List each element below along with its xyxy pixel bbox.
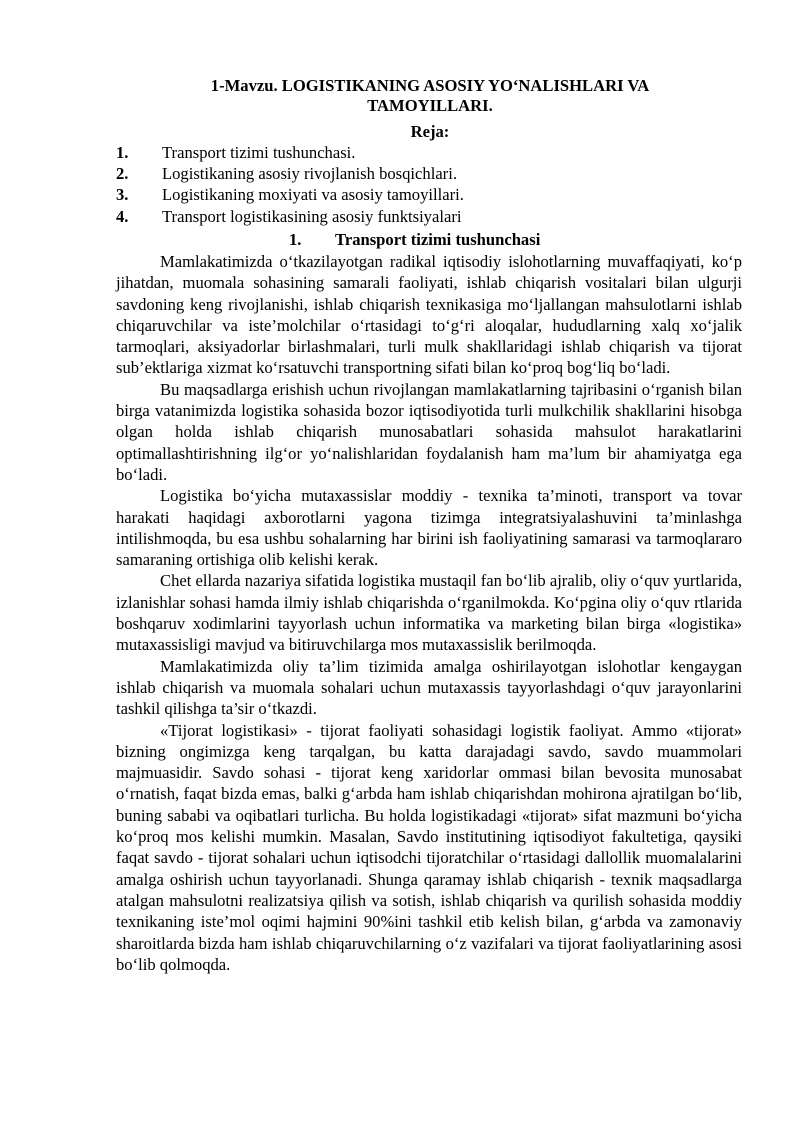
- paragraph: Bu maqsadlarga erishish uchun rivojlangan mamlakatlarning tajribasini o‘rganish bilan birga vatanimizda logistika sohasida bozor iqtisodiyotida turli mulkchilik shakllarini hisobga olgan holda ishlab chiqarish munosabatlari sohasida mahsulot harakatlarini optimallashtirishning ilg‘or yo‘nalishlaridan foydalanish ham ma’lum bir ahamiyatga ega bo‘ladi.: [116, 379, 742, 484]
- plan-item-number: 4.: [116, 206, 129, 226]
- section-heading: [289, 229, 540, 250]
- plan-item: [116, 184, 716, 205]
- paragraph: Chet ellarda nazariya sifatida logistika mustaqil fan bo‘lib ajralib, oliy o‘quv yurtlarida, izlanishlar sohasi hamda ilmiy ishlab chiqarishda o‘rganilmokda. Ko‘pgina oliy o‘quv rtlarida boshqaruv xodimlarini tayyorlash uchun informatika va marketing bilan birga «logistika» mutaxassisligi mavjud va bitiruvchilarga mos mutaxassislik berilmoqda.: [116, 571, 742, 655]
- plan-heading: Reja:: [410, 122, 450, 141]
- paragraph: Mamlakatimizda o‘tkazilayotgan radikal iqtisodiy islohotlarning muvaffaqiyati, ko‘p jihatdan, muomala sohasining samarali faoliyati, ishlab chiqarish vositalari bilan ulgurji savdoning keng rivojlanishi, ishlab chiqarish texnikasiga mo‘ljallangan mahsulotlarni ishlab chiqaruvchilar va iste’molchilar o‘rtasidagi to‘g‘ri aloqalar, hududlarning xalq xo‘jalik tarmoqlari, aksiyadorlar birlashmalari, turli mulk shakllaridagi ishlab chiqarish va tijorat sub’ektlariga xizmat ko‘rsatuvchi transportning sifati bilan ko‘proq bog‘liq bo‘ladi.: [116, 252, 742, 378]
- plan-item-text: Logistikaning moxiyati va asosiy tamoyillari.: [162, 185, 464, 205]
- plan-item-text: Transport tizimi tushunchasi.: [162, 143, 356, 162]
- plan-item-text: Transport logistikasining asosiy funktsiyalari: [162, 206, 462, 226]
- plan-item: [116, 206, 716, 227]
- document-title: [150, 76, 710, 116]
- section-title: Transport tizimi tushunchasi: [335, 230, 541, 249]
- title-line-1: 1-Mavzu. LOGISTIKANING ASOSIY YO‘NALISHLARI VA: [210, 76, 650, 95]
- paragraph: Logistika bo‘yicha mutaxassislar moddiy - texnika ta’minoti, transport va tovar harakati haqidagi axborotlarni yagona tizimga integratsiyalashuvini ta’minlashga intilishmoqda, bu esa ushbu sohalarning har birini ish faoliyatining samarasi va tarmoqlararo samaraning ortishiga olib kelishi kerak.: [116, 486, 742, 570]
- paragraph: Mamlakatimizda oliy ta’lim tizimida amalga oshirilayotgan islohotlar kengaygan ishlab chiqarish va muomala sohalari uchun mutaxassis tayyorlashdagi o‘quv jarayonlarini tashkil qilishga ta’sir o‘tkazdi.: [116, 656, 742, 719]
- plan-item-text: Logistikaning asosiy rivojlanish bosqichlari.: [162, 164, 457, 184]
- section-number: 1.: [289, 230, 302, 249]
- plan-item: [116, 142, 716, 163]
- plan-item: [116, 163, 716, 184]
- plan-item-number: 1.: [116, 143, 129, 162]
- paragraph: «Tijorat logistikasi» - tijorat faoliyati sohasidagi logistik faoliyat. Ammo «tijorat» bizning ongimizga keng tarqalgan, bu katta darajadagi savdo, savdo muammolari majmuasidir. Savdo sohasi - tijorat keng xaridorlar ommasi bilan bevosita munosabat o‘rnatish, faqat bizda emas, balki g‘arbda ham ishlab chiqarishdan mohirona ajratilgan bo‘lib, buning sababi va oqibatlari turlicha. Bu holda logistikadagi «tijorat» sifat mazmuni bo‘yicha ko‘proq mos kelishi mumkin. Masalan, Savdo institutining iqtisodiyot fakultetiga, qaysiki faqat savdo - tijorat sohalari uchun iqtisodchi tijoratchilar o‘rtasidagi dallollik muomalalarini amalga oshirish uchun tayyorlanadi. Shunga qaramay ishlab chiqarish - texnik maqsadlarga atalgan mahsulotni realizatsiya qilish va sotish, ishlab chiqarish va qurilish sohasida moddiy texnikaning iste’mol oqimi hajmini 90%ini tashkil etib kelish bilan, g‘arbda va zamonaviy sharoitlarda bizda ham ishlab chiqaruvchilarning o‘z vazifalari va tijorat faoliyatlarining asosi bo‘lib qolmoqda.: [116, 720, 742, 974]
- title-line-2: TAMOYILLARI.: [367, 96, 493, 115]
- plan-list: [116, 142, 716, 227]
- plan-item-number: 3.: [116, 185, 129, 205]
- plan-item-number: 2.: [116, 164, 129, 184]
- body-text: [116, 251, 742, 975]
